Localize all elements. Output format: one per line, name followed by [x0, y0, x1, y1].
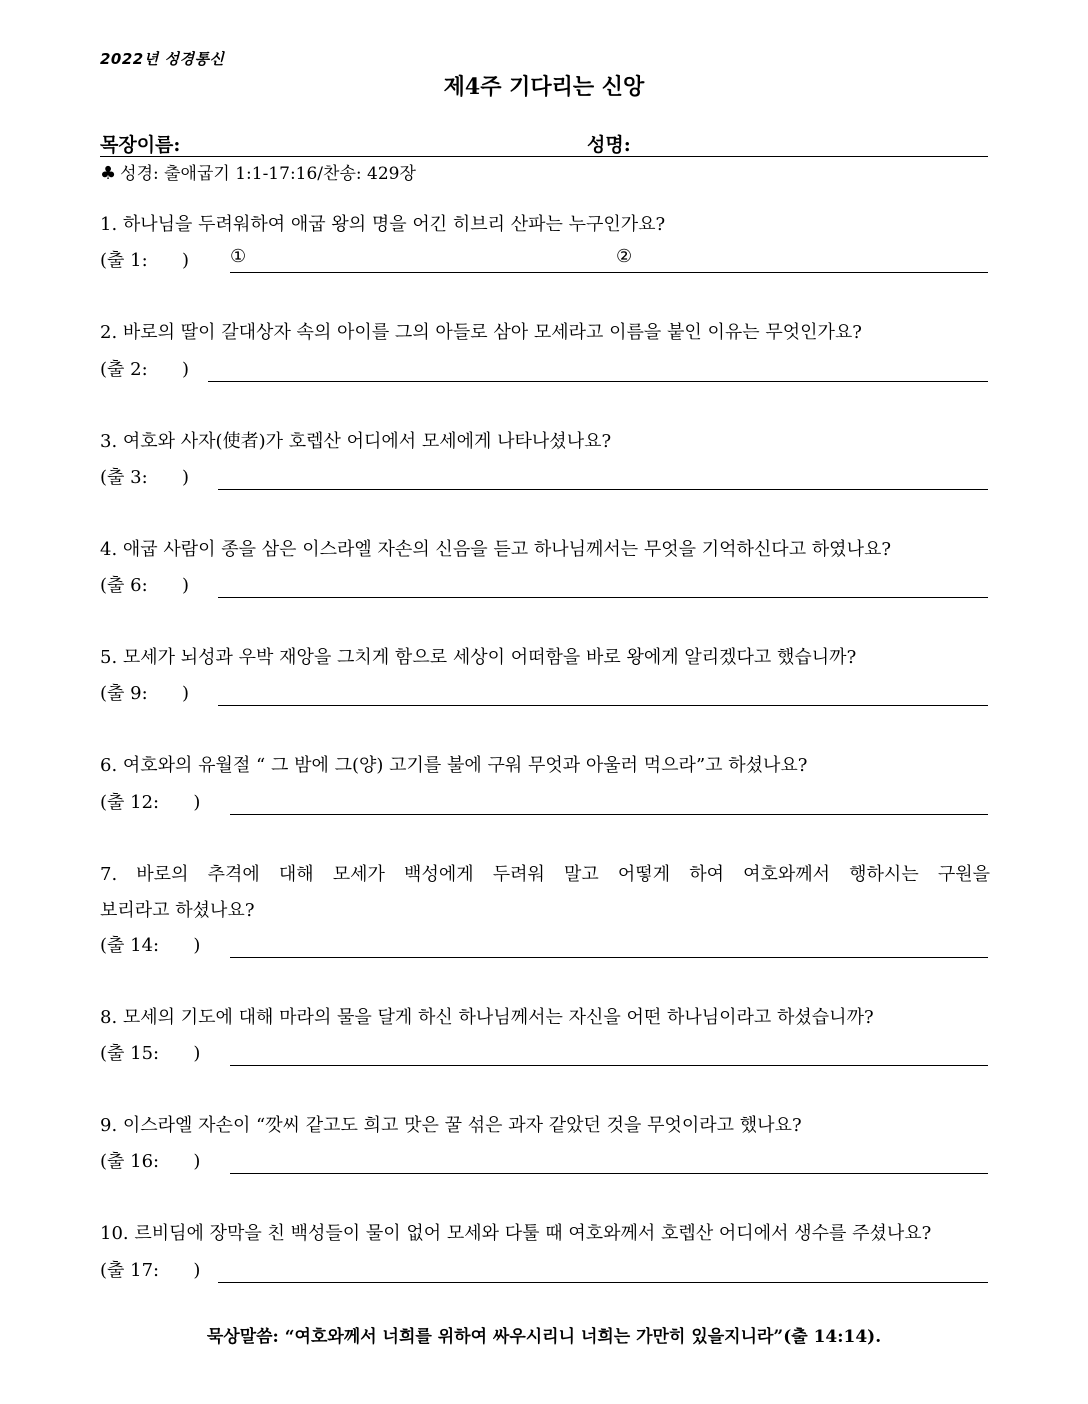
answer-row-1 — [100, 246, 988, 274]
verse-ref-10: (출 17: ) — [100, 1260, 201, 1281]
scripture-info — [100, 159, 416, 184]
question-10: 10. 르비딤에 장막을 친 백성들이 물이 없어 모세와 다툴 때 여호와께서 호렙산 어디에서 생수를 주셨나요? — [100, 1223, 932, 1244]
answer-row-5 — [100, 679, 988, 707]
question-1: 1. 하나님을 두려워하여 애굽 왕의 명을 어긴 히브리 산파는 누구인가요? — [100, 214, 666, 235]
answer-line-10[interactable] — [218, 1282, 988, 1283]
answer-mark-1: ① — [230, 246, 247, 267]
question-4: 4. 애굽 사람이 종을 삼은 이스라엘 자손의 신음을 듣고 하나님께서는 무엇을 기억하신다고 하였나요? — [100, 539, 892, 560]
verse-ref-6: (출 12: ) — [100, 792, 201, 813]
name-fields-row — [100, 130, 988, 157]
verse-ref-8: (출 15: ) — [100, 1043, 201, 1064]
question-7: 7. 바로의 추격에 대해 모세가 백성에게 두려워 말고 어떻게 하여 여호와께서 행하시는 구원을 — [100, 864, 990, 885]
person-name-label: 성명: — [587, 134, 631, 156]
verse-ref-3: (출 3: ) — [100, 467, 190, 488]
answer-row-7 — [100, 931, 988, 959]
answer-mark-2: ② — [616, 246, 633, 267]
answer-line-4[interactable] — [218, 597, 988, 598]
club-icon: ♣ — [100, 163, 117, 184]
page-title: 제4주 기다리는 신앙 — [443, 74, 645, 100]
answer-row-10 — [100, 1256, 988, 1284]
answer-row-6 — [100, 788, 988, 816]
question-6: 6. 여호와의 유월절 “ 그 밤에 그(양) 고기를 불에 구워 무엇과 아울러 먹으라”고 하셨나요? — [100, 755, 808, 776]
verse-ref-9: (출 16: ) — [100, 1151, 201, 1172]
answer-row-9 — [100, 1147, 988, 1175]
answer-line-9[interactable] — [230, 1173, 988, 1174]
answer-line-1b[interactable] — [616, 272, 988, 273]
verse-ref-1: (출 1: ) — [100, 250, 190, 271]
answer-row-8 — [100, 1039, 988, 1067]
question-8: 8. 모세의 기도에 대해 마라의 물을 달게 하신 하나님께서는 자신을 어떤 하나님이라고 하셨습니까? — [100, 1007, 874, 1028]
answer-line-5[interactable] — [218, 705, 988, 706]
answer-line-1a[interactable] — [230, 272, 618, 273]
question-2: 2. 바로의 딸이 갈대상자 속의 아이를 그의 아들로 삼아 모세라고 이름을 붙인 이유는 무엇인가요? — [100, 322, 862, 343]
answer-line-2[interactable] — [208, 381, 988, 382]
verse-ref-2: (출 2: ) — [100, 359, 190, 380]
answer-line-3[interactable] — [218, 489, 988, 490]
question-7-continued: 보리라고 하셨나요? — [100, 900, 255, 921]
question-3: 3. 여호와 사자(使者)가 호렙산 어디에서 모세에게 나타나셨나요? — [100, 431, 612, 452]
verse-ref-7: (출 14: ) — [100, 935, 201, 956]
answer-line-6[interactable] — [230, 814, 988, 815]
question-5: 5. 모세가 뇌성과 우박 재앙을 그치게 함으로 세상이 어떠함을 바로 왕에게 알리겠다고 했습니까? — [100, 647, 857, 668]
scripture-text: 성경: 출애굽기 1:1-17:16/찬송: 429장 — [120, 164, 416, 184]
group-name-label: 목장이름: — [100, 134, 181, 156]
meditation-verse: 묵상말씀: “여호와께서 너희를 위하여 싸우시리니 너희는 가만히 있을지니라”(출 14:14). — [206, 1327, 882, 1347]
header-note: 2022년 성경통신 — [100, 50, 225, 68]
answer-row-4 — [100, 571, 988, 599]
answer-line-8[interactable] — [230, 1065, 988, 1066]
verse-ref-4: (출 6: ) — [100, 575, 190, 596]
question-9: 9. 이스라엘 자손이 “깟씨 같고도 희고 맛은 꿀 섞은 과자 같았던 것을 무엇이라고 했나요? — [100, 1115, 802, 1136]
answer-line-7[interactable] — [230, 957, 988, 958]
answer-row-3 — [100, 463, 988, 491]
verse-ref-5: (출 9: ) — [100, 683, 190, 704]
answer-row-2 — [100, 355, 988, 383]
